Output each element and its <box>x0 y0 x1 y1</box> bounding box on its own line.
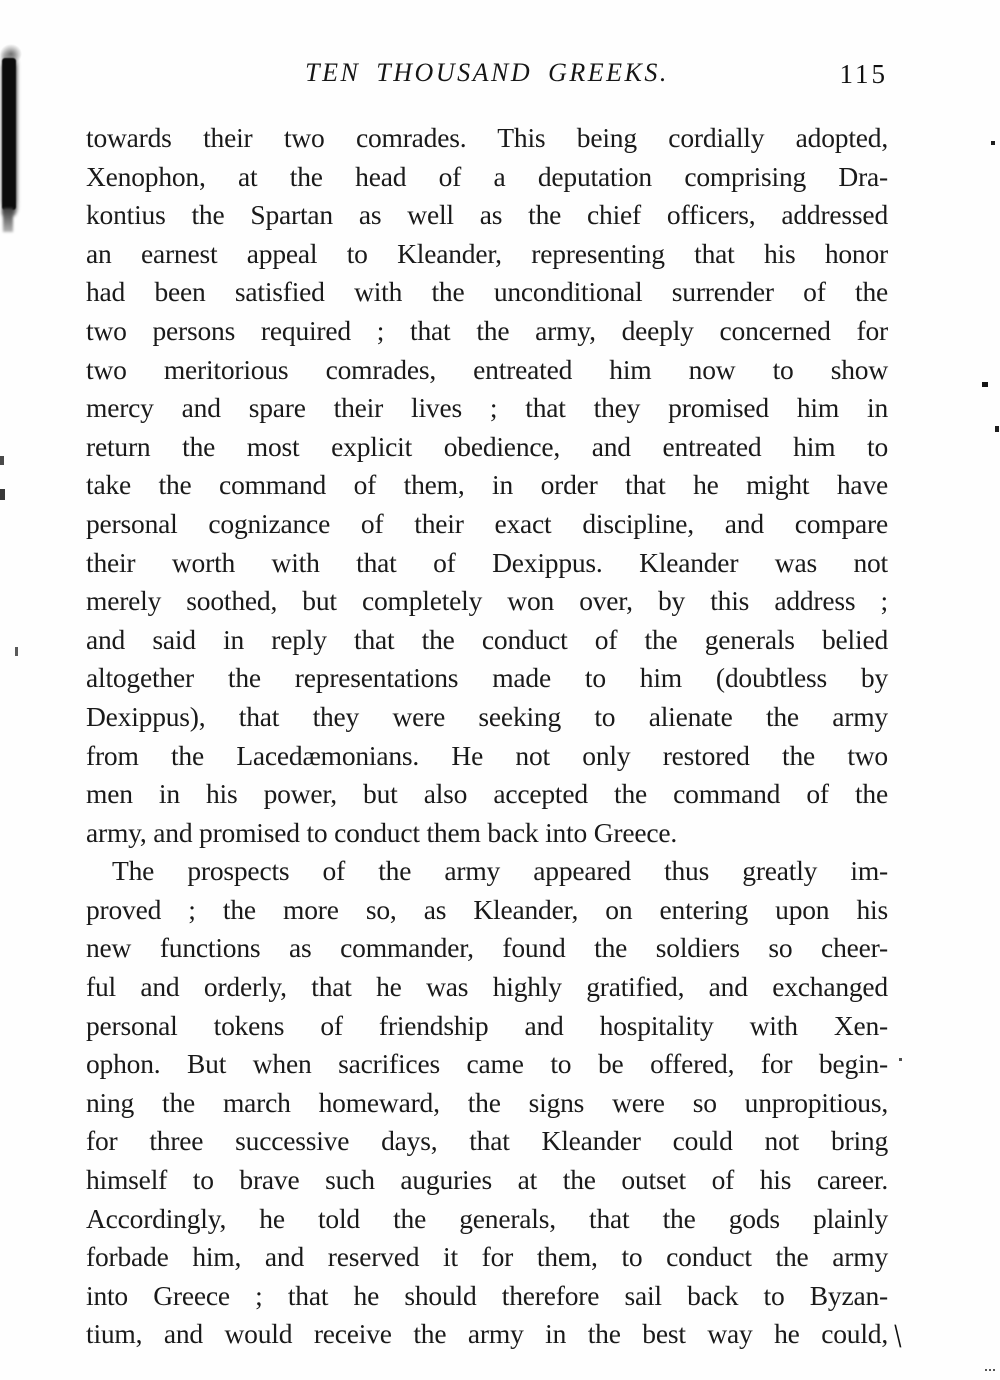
page-number: 115 <box>839 59 888 89</box>
paragraph <box>86 119 888 852</box>
text-line: an earnest appeal to Kleander, representing that his honor <box>86 237 888 269</box>
text-line: himself to brave such auguries at the outset of his career. <box>86 1164 888 1196</box>
text-line: personal tokens of friendship and hospitality with Xen- <box>86 1009 888 1041</box>
text-line: ophon. But when sacrifices came to be offered, for begin- <box>86 1048 888 1080</box>
text-line: into Greece ; that he should therefore sail back to Byzan- <box>86 1279 888 1311</box>
text-line: towards their two comrades. This being cordially adopted, <box>86 122 888 153</box>
text-line: for three successive days, that Kleander could not bring <box>86 1125 888 1157</box>
running-head-title: TEN THOUSAND GREEKS. <box>305 58 669 87</box>
scan-speck <box>15 647 18 656</box>
text-line: their worth with that of Dexippus. Kleander was not <box>86 546 888 578</box>
text-line: The prospects of the army appeared thus greatly im- <box>112 855 888 887</box>
text-line: ning the march homeward, the signs were so unpropitious, <box>86 1086 888 1118</box>
text-line: men in his power, but also accepted the command of the <box>86 778 888 810</box>
scan-speck <box>0 489 5 500</box>
scan-artifact-band-tail <box>3 208 13 232</box>
body-text <box>86 119 888 1354</box>
text-line: merely soothed, but completely won over, by this address ; <box>86 585 888 617</box>
text-line: ful and orderly, that he was highly gratified, and exchanged <box>86 971 888 1003</box>
text-line: new functions as commander, found the soldiers so cheer- <box>86 932 888 964</box>
stray-pen-mark: \ <box>891 1318 905 1355</box>
text-line: forbade him, and reserved it for them, to conduct the army <box>86 1241 888 1273</box>
text-line: personal cognizance of their exact discipline, and compare <box>86 507 888 539</box>
text-line: mercy and spare their lives ; that they promised him in <box>86 392 888 424</box>
text-line: return the most explicit obedience, and entreated him to <box>86 430 888 462</box>
text-line: proved ; the more so, as Kleander, on entering upon his <box>86 893 888 925</box>
page-header <box>86 58 888 92</box>
text-line: tium, and would receive the army in the best way he could, <box>86 1318 888 1350</box>
scan-dots <box>985 1369 987 1371</box>
scan-speck <box>0 456 4 465</box>
scan-speck <box>991 141 995 145</box>
scan-speck <box>995 426 999 432</box>
text-line: from the Lacedæmonians. He not only restored the two <box>86 739 888 771</box>
text-line: two persons required ; that the army, deeply concerned for <box>86 314 888 346</box>
text-line: altogether the representations made to him (doubtless by <box>86 662 888 694</box>
text-line: two meritorious comrades, entreated him now to show <box>86 353 888 385</box>
scan-speck <box>899 1058 902 1061</box>
scan-artifact-band <box>2 58 16 210</box>
paragraph <box>86 852 888 1354</box>
text-line: take the command of them, in order that he might have <box>86 469 888 501</box>
text-line: army, and promised to conduct them back into Greece. <box>86 816 678 848</box>
text-line: Dexippus), that they were seeking to alienate the army <box>86 700 888 732</box>
text-line: kontius the Spartan as well as the chief officers, addressed <box>86 199 888 231</box>
text-line: and said in reply that the conduct of the generals belied <box>86 623 888 655</box>
scan-speck <box>982 382 988 387</box>
text-line: Accordingly, he told the generals, that the gods plainly <box>86 1202 888 1234</box>
text-line: had been satisfied with the unconditional surrender of the <box>86 276 888 308</box>
text-line: Xenophon, at the head of a deputation comprising Dra- <box>86 160 888 192</box>
